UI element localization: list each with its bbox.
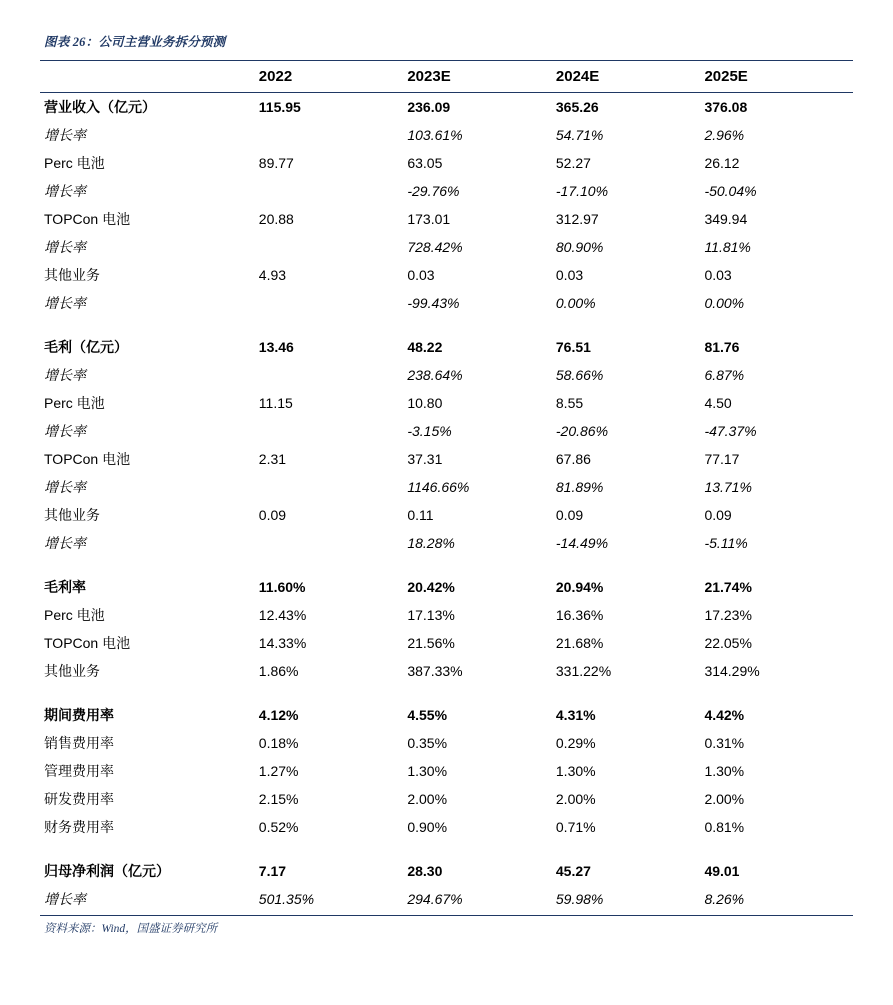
row-label: 增长率 — [44, 127, 86, 143]
table-cell: 54.71% — [555, 127, 604, 143]
figure-caption: 图表 26：公司主营业务拆分预测 — [44, 35, 226, 49]
table-cell: 0.00% — [704, 295, 745, 311]
row-label — [40, 685, 259, 701]
table-cell: 312.97 — [555, 211, 599, 227]
row-label — [40, 557, 259, 573]
table-spacer-row — [40, 317, 853, 333]
table-cell — [259, 233, 408, 261]
table-cell — [259, 529, 408, 557]
table-spacer-row — [40, 841, 853, 857]
table-row — [40, 149, 853, 177]
table-row — [40, 813, 853, 841]
table-cell: 8.26% — [704, 891, 745, 907]
table-row — [40, 785, 853, 813]
table-cell: 1.86% — [258, 663, 299, 679]
table-cell: -20.86% — [555, 423, 609, 439]
table-cell: -29.76% — [407, 183, 460, 199]
table-spacer-row — [40, 685, 853, 701]
table-row — [40, 93, 853, 122]
row-label: 归母净利润（亿元） — [44, 863, 170, 879]
row-label: 增长率 — [44, 295, 86, 311]
table-cell: 387.33% — [407, 663, 463, 679]
table-cell: -5.11% — [704, 535, 748, 551]
table-cell: 0.35% — [407, 735, 448, 751]
row-label: 研发费用率 — [44, 791, 114, 807]
table-cell — [556, 557, 705, 573]
row-label — [40, 841, 259, 857]
source-note: 资料来源：Wind，国盛证券研究所 — [44, 923, 218, 935]
table-row — [40, 177, 853, 205]
table-cell: 8.55 — [555, 395, 584, 411]
table-row — [40, 389, 853, 417]
table-body — [40, 93, 853, 914]
table-cell: 81.89% — [555, 479, 604, 495]
table-cell: 4.31% — [555, 707, 596, 723]
table-cell: 103.61% — [407, 127, 463, 143]
table-cell: 49.01 — [704, 863, 740, 879]
table-cell: 77.17 — [704, 451, 740, 467]
table-row — [40, 657, 853, 685]
table-cell: 14.33% — [258, 635, 307, 651]
table-cell: 314.29% — [704, 663, 760, 679]
financial-forecast-table — [40, 60, 853, 913]
table-cell — [259, 473, 408, 501]
table-row — [40, 729, 853, 757]
row-label: Perc 电池 — [44, 155, 105, 171]
table-cell — [556, 317, 705, 333]
table-cell: 2.00% — [704, 791, 745, 807]
table-cell: 2.31 — [258, 451, 287, 467]
table-cell: 0.03 — [555, 267, 584, 283]
table-cell — [407, 685, 556, 701]
table-bottom-rule — [40, 915, 853, 916]
table-row — [40, 857, 853, 885]
table-row — [40, 473, 853, 501]
row-label: 增长率 — [44, 891, 86, 907]
row-label: 增长率 — [44, 535, 86, 551]
table-row — [40, 445, 853, 473]
row-label: 毛利率 — [44, 579, 86, 595]
table-header-row — [40, 61, 853, 93]
table-cell: 0.09 — [258, 507, 287, 523]
table-cell — [407, 841, 556, 857]
table-cell: 16.36% — [555, 607, 604, 623]
table-cell: 63.05 — [407, 155, 443, 171]
table-cell: 1146.66% — [407, 479, 470, 495]
table-cell: 58.66% — [555, 367, 604, 383]
table-cell: 4.50 — [704, 395, 732, 411]
row-label: TOPCon 电池 — [44, 635, 131, 651]
table-cell: 13.46 — [258, 339, 294, 355]
table-cell: 21.68% — [555, 635, 604, 651]
table-cell — [407, 317, 556, 333]
column-header-2022: 2022 — [259, 61, 408, 93]
table-cell: 21.56% — [407, 635, 455, 651]
table-cell: 17.13% — [407, 607, 455, 623]
table-cell — [556, 841, 705, 857]
table-cell: 2.00% — [407, 791, 448, 807]
table-cell: 0.09 — [555, 507, 584, 523]
table-cell: 12.43% — [258, 607, 307, 623]
row-label: 增长率 — [44, 423, 86, 439]
table-row — [40, 361, 853, 389]
table-cell: 4.55% — [407, 707, 448, 723]
row-label: 其他业务 — [44, 267, 100, 283]
table-cell: 11.81% — [704, 239, 751, 255]
table-cell: 0.81% — [704, 819, 745, 835]
table-cell — [259, 557, 408, 573]
table-row — [40, 261, 853, 289]
column-header-2024e: 2024E — [556, 61, 705, 93]
table-cell: 1.27% — [258, 763, 299, 779]
table-row — [40, 701, 853, 729]
row-label: 期间费用率 — [44, 707, 114, 723]
table-cell: -17.10% — [555, 183, 609, 199]
table-cell: 2.15% — [258, 791, 299, 807]
table-cell — [259, 841, 408, 857]
table-cell: 21.74% — [704, 579, 752, 595]
table-cell: 115.95 — [258, 99, 301, 115]
table-spacer-row — [40, 557, 853, 573]
table-cell: 89.77 — [258, 155, 294, 171]
table-cell: 0.03 — [704, 267, 732, 283]
row-label: 毛利（亿元） — [44, 339, 128, 355]
table-cell: -3.15% — [407, 423, 452, 439]
table-cell: 0.00% — [555, 295, 596, 311]
table-cell: 76.51 — [555, 339, 591, 355]
table-cell: 52.27 — [555, 155, 591, 171]
table-cell: 4.93 — [258, 267, 287, 283]
table-row — [40, 529, 853, 557]
table-cell: 28.30 — [407, 863, 443, 879]
row-label: 增长率 — [44, 367, 86, 383]
row-label: 财务费用率 — [44, 819, 114, 835]
table-cell — [259, 417, 408, 445]
table-cell: 37.31 — [407, 451, 443, 467]
table-row — [40, 417, 853, 445]
table-cell: 0.71% — [555, 819, 596, 835]
table-cell: -47.37% — [704, 423, 757, 439]
table-cell — [407, 557, 556, 573]
table-cell: 59.98% — [555, 891, 604, 907]
table-cell: 1.30% — [704, 763, 745, 779]
table-cell: 4.12% — [258, 707, 299, 723]
table-cell: 1.30% — [555, 763, 596, 779]
table-cell — [556, 685, 705, 701]
table-row — [40, 289, 853, 317]
table-cell — [259, 317, 408, 333]
table-cell: 26.12 — [704, 155, 740, 171]
table-cell: 20.42% — [407, 579, 455, 595]
table-cell: 11.15 — [258, 395, 293, 411]
table-cell: 0.90% — [407, 819, 448, 835]
table-cell: 294.67% — [407, 891, 463, 907]
table-cell: 0.18% — [258, 735, 299, 751]
table-cell: 331.22% — [555, 663, 612, 679]
row-label: Perc 电池 — [44, 395, 105, 411]
table-row — [40, 573, 853, 601]
column-header-item — [40, 61, 259, 93]
table-cell: -99.43% — [407, 295, 460, 311]
table-row — [40, 629, 853, 657]
table-cell: 22.05% — [704, 635, 752, 651]
table-cell: -50.04% — [704, 183, 757, 199]
table-cell: 13.71% — [704, 479, 752, 495]
table-cell: 48.22 — [407, 339, 443, 355]
table-cell — [259, 685, 408, 701]
table-cell — [704, 317, 853, 333]
table-row — [40, 121, 853, 149]
row-label: 增长率 — [44, 239, 86, 255]
table-cell: 4.42% — [704, 707, 745, 723]
table-cell: 67.86 — [555, 451, 591, 467]
table-cell: 2.00% — [555, 791, 596, 807]
table-cell: 0.52% — [258, 819, 299, 835]
row-label: 增长率 — [44, 183, 86, 199]
table-cell: 6.87% — [704, 367, 745, 383]
table-cell: 45.27 — [555, 863, 591, 879]
table-cell: 17.23% — [704, 607, 752, 623]
table-cell: 365.26 — [555, 99, 599, 115]
table-row — [40, 233, 853, 261]
row-label: 其他业务 — [44, 663, 100, 679]
table-cell — [259, 177, 408, 205]
row-label: 销售费用率 — [44, 735, 114, 751]
table-cell: 11.60% — [258, 579, 306, 595]
column-header-2025e: 2025E — [704, 61, 853, 93]
table-header — [40, 61, 853, 93]
table-cell: 236.09 — [407, 99, 451, 115]
table-cell: 0.09 — [704, 507, 732, 523]
table-cell: 173.01 — [407, 211, 451, 227]
table-cell — [259, 121, 408, 149]
table-cell: 0.31% — [704, 735, 745, 751]
table-cell: 501.35% — [258, 891, 315, 907]
table-cell — [704, 557, 853, 573]
row-label: 管理费用率 — [44, 763, 114, 779]
row-label: Perc 电池 — [44, 607, 105, 623]
table-cell: 728.42% — [407, 239, 463, 255]
row-label: 营业收入（亿元） — [44, 99, 156, 115]
table-cell: 238.64% — [407, 367, 463, 383]
table-cell: 349.94 — [704, 211, 748, 227]
row-label: TOPCon 电池 — [44, 211, 131, 227]
table-cell: 81.76 — [704, 339, 740, 355]
table-cell: 18.28% — [407, 535, 455, 551]
table-cell: -14.49% — [555, 535, 609, 551]
row-label — [40, 317, 259, 333]
table-cell: 7.17 — [258, 863, 287, 879]
table-cell — [704, 841, 853, 857]
table-cell — [704, 685, 853, 701]
table-cell — [259, 289, 408, 317]
table-cell: 80.90% — [555, 239, 604, 255]
table-cell: 376.08 — [704, 99, 748, 115]
table-row — [40, 205, 853, 233]
row-label: 增长率 — [44, 479, 86, 495]
table-cell: 0.29% — [555, 735, 596, 751]
table-cell: 10.80 — [407, 395, 443, 411]
table-cell: 0.11 — [407, 507, 434, 523]
table-cell: 20.94% — [555, 579, 604, 595]
row-label: 其他业务 — [44, 507, 100, 523]
table-row — [40, 757, 853, 785]
table-cell: 1.30% — [407, 763, 448, 779]
table-row — [40, 601, 853, 629]
table-row — [40, 333, 853, 361]
table-cell: 0.03 — [407, 267, 435, 283]
table-cell: 20.88 — [258, 211, 294, 227]
column-header-2023e: 2023E — [407, 61, 556, 93]
table-cell — [259, 361, 408, 389]
table-cell: 2.96% — [704, 127, 745, 143]
row-label: TOPCon 电池 — [44, 451, 131, 467]
table-row — [40, 885, 853, 913]
table-row — [40, 501, 853, 529]
